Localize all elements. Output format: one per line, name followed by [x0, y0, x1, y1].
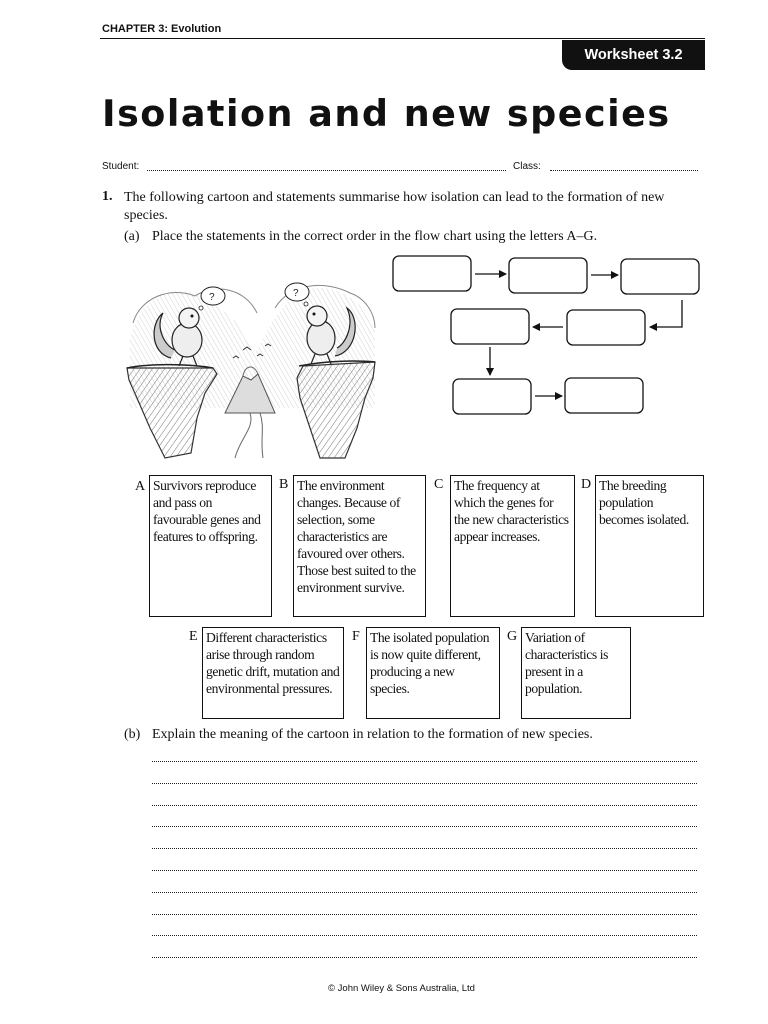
part-a-text: Place the statements in the correct order in the flow chart using the letters A–G. [152, 229, 598, 244]
statement-b-box: The environment changes. Because of selection, some characteristics are favoured over others. Those best suited to the environment survive. [293, 475, 426, 617]
student-label: Student: [102, 161, 140, 172]
flow-box-1[interactable] [393, 256, 471, 291]
answer-line[interactable] [152, 848, 697, 849]
chapter-heading: CHAPTER 3: Evolution [102, 23, 222, 35]
flow-box-5[interactable] [451, 309, 529, 344]
header-rule [100, 38, 705, 39]
statement-a-box: Survivors reproduce and pass on favourable genes and features to offspring. [149, 475, 272, 617]
part-b-text: Explain the meaning of the cartoon in relation to the formation of new species. [152, 727, 593, 742]
part-b-letter: (b) [124, 727, 141, 742]
answer-line[interactable] [152, 805, 697, 806]
part-a [124, 229, 597, 245]
statement-b-letter: B [279, 477, 289, 492]
question-text: The following cartoon and statements summarise how isolation can lead to the formation of new species. [124, 190, 665, 223]
statement-e-letter: E [189, 629, 198, 644]
part-b [124, 727, 593, 743]
answer-line[interactable] [152, 914, 697, 915]
statement-c-box: The frequency at which the genes for the new characteristics appear increases. [450, 475, 575, 617]
isolation-cartoon-image [125, 268, 380, 460]
answer-line[interactable] [152, 783, 697, 784]
statement-a-letter: A [135, 479, 146, 494]
svg-text:?: ? [293, 288, 299, 299]
copyright-footer: © John Wiley & Sons Australia, Ltd [328, 983, 475, 994]
svg-text:?: ? [209, 292, 215, 303]
statement-g-box: Variation of characteristics is present in a population. [521, 627, 631, 719]
answer-line[interactable] [152, 826, 697, 827]
flow-box-3[interactable] [621, 259, 699, 294]
statement-c-letter: C [434, 477, 444, 492]
flow-chart [380, 248, 710, 420]
flow-box-2[interactable] [509, 258, 587, 293]
answer-line[interactable] [152, 935, 697, 936]
answer-line[interactable] [152, 761, 697, 762]
answer-line[interactable] [152, 870, 697, 871]
page-title: Isolation and new species [102, 92, 671, 135]
statement-d-letter: D [581, 477, 592, 492]
statement-d-box: The breeding population becomes isolated. [595, 475, 704, 617]
class-label: Class: [513, 161, 541, 172]
student-field[interactable] [147, 170, 506, 171]
part-a-letter: (a) [124, 229, 140, 244]
flow-box-7[interactable] [565, 378, 643, 413]
flow-arrow-3-4 [650, 300, 682, 327]
flow-box-6[interactable] [453, 379, 531, 414]
question-number: 1. [102, 189, 113, 204]
statement-f-letter: F [352, 629, 360, 644]
answer-line[interactable] [152, 957, 697, 958]
answer-line[interactable] [152, 892, 697, 893]
worksheet-badge: Worksheet 3.2 [562, 40, 705, 70]
statement-e-box: Different characteristics arise through random genetic drift, mutation and environmental pressures. [202, 627, 344, 719]
flow-box-4[interactable] [567, 310, 645, 345]
statement-f-box: The isolated population is now quite different, producing a new species. [366, 627, 500, 719]
statement-g-letter: G [507, 629, 518, 644]
class-field[interactable] [550, 170, 698, 171]
